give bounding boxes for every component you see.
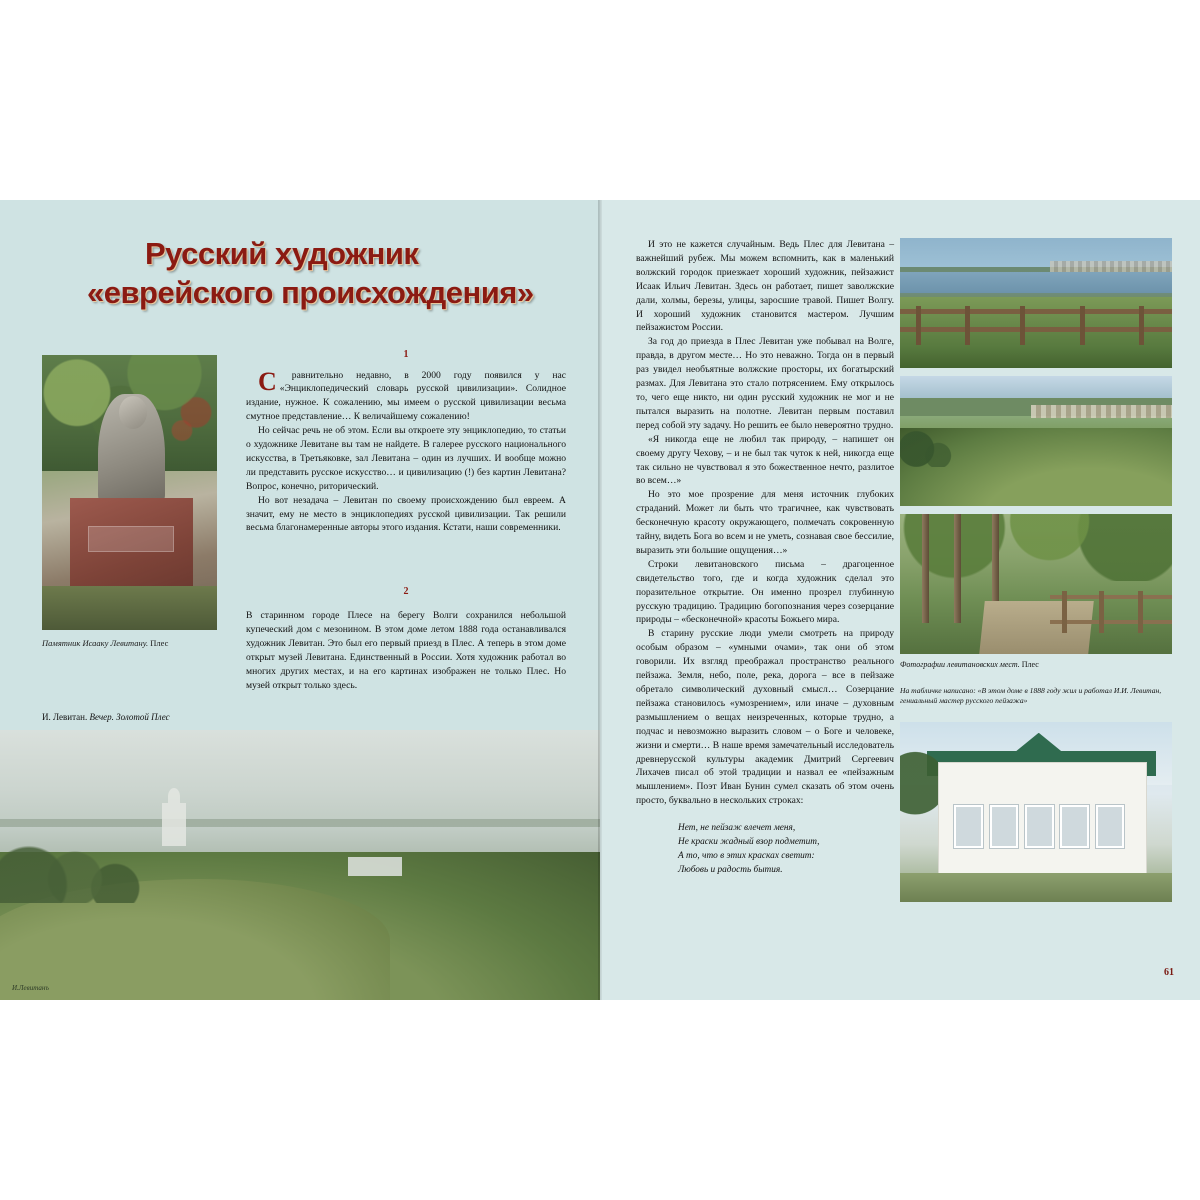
spread-gutter [598, 200, 602, 1000]
caption-photos-place: Плес [1021, 660, 1039, 669]
painting-church [162, 803, 186, 846]
poem-line-1: Нет, не пейзаж влечет меня, [678, 823, 796, 834]
photo2-trees [900, 422, 1009, 468]
right-page [600, 200, 1200, 1000]
painting-trees [0, 843, 288, 902]
photo1-rail-bottom [900, 327, 1172, 332]
paragraph-1-text: равнительно недавно, в 2000 году появился у нас «Энциклопедический словарь русской цивилизации». Солидное издание, нужное. К сожалению, мы имеем о русской цивилизации весьма смутное представление… К величайшему сожалению! [246, 369, 566, 423]
photo4-tree [900, 740, 938, 848]
caption-plaque: На табличке написано: «В этом доме в 1888 году жил и работал И.И. Левитан, гениальный мастер русского пейзажа» [900, 686, 1162, 706]
r-paragraph-1: И это не кажется случайным. Ведь Плес для Левитана – важнейший рубеж. Мы можем вспомнить, как в маленький волжский городок приезжает хороший художник, пейзажист Исаак Ильич Левитан. Здесь он работает, пишет заволжские дали, холмы, березы, улицы, заросшие травой. Пишет Волгу. И хороший художник становится мастером. Лучшим пейзажистом России. [636, 239, 894, 334]
painting-signature: И.Левитанъ [12, 983, 49, 992]
photo1-fence [900, 306, 1172, 345]
photo-levitan-museum-house [900, 722, 1172, 902]
photo4-window [1025, 805, 1053, 849]
fence-post [1139, 306, 1144, 345]
tree-trunk [922, 514, 929, 623]
section-number-1: 1 [403, 349, 409, 360]
painting-golden-ples [0, 730, 600, 1000]
fence-post [965, 306, 970, 345]
r-paragraph-5: Строки левитановского письма – драгоценное свидетельство того, где и когда художник сделал это поразительное открытие. Он именно прозрел глубинную русскую традицию. Традицию богопознания через созерцание природы – «бесконечной» красоты Божьего мира. [636, 558, 894, 626]
r-paragraph-2: За год до приезда в Плес Левитан уже побывал на Волге, правда, в другом месте… Но это неважно. Тогда он в первый раз увидел необъятные волжские просторы, их богатырский размах. Для Левитана это стало потрясением. Ему открылось то, чего еще никто, ни один русский художник не мог и не пытался выразить на полотне. Левитан первым поставил перед собой эту задачу. Но решить ее было невероятно трудно. [636, 336, 894, 431]
title-line-1: Русский художник [145, 236, 419, 271]
caption-photos [900, 660, 1172, 669]
photo-birch-path [900, 514, 1172, 654]
fence-post [1062, 591, 1067, 633]
r-paragraph-6: В старину русские люди умели смотреть на природу особым образом – «умными очами», так они об этом говорили. Их взгляд преображал пространство реального пейзажа. Земля, небо, поле, река, дорога – все в пейзаже обретало символический духовный смысл… Созерцание пейзажа становилось «умозрением», или иначе – духовным размышлением о вещах неизреченных, которые трудно, а подчас и невозможно выразить словом – о Боге и человеке, жизни и смерти… В наше время замечательный исследователь древнерусской культуры академик Дмитрий Сергеевич Лихачев писал об этой традиции и назвал ее «пейзажным мышлением». Поэт Иван Бунин сумел сказать об этом очень просто, буквально в нескольких строках: [636, 628, 894, 807]
left-page [0, 200, 600, 1000]
photo1-water [900, 272, 1172, 293]
fence-post [1138, 591, 1143, 633]
caption-monument-title: Памятник Исааку Левитану. [42, 638, 149, 648]
caption-monument-place: Плес [150, 638, 169, 648]
photo1-rail-top [900, 309, 1172, 314]
photo4-window [1096, 805, 1124, 849]
paragraph-3: Но вот незадача – Левитан по своему происхождению был евреем. А значит, ему не место в энциклопедиях русской цивилизации. Так решили весьма благонамеренные авторы этого издания. Кстати, наши современники. [246, 494, 566, 534]
photo-grass [42, 586, 217, 630]
photo2-houses [1031, 405, 1172, 418]
paragraph-2: Но сейчас речь не об этом. Если вы откроете эту энциклопедию, то статьи о художнике Левитане вы там не найдете. В галерее русского национального искусства, в Третьяковке, зал Левитана – один из лучших. И вообще можно ли представить русское искусство… и цивилизацию (!) без картин Левитана? Вопрос, конечно, риторический. [246, 425, 566, 492]
monument-photo [42, 355, 217, 630]
photo4-window [954, 805, 982, 849]
poem-line-4: Любовь и радость бытия. [678, 864, 783, 875]
fence-post [1020, 306, 1025, 345]
poem-line-3: А то, что в этих красках светит: [678, 851, 815, 862]
caption-painting-title: Вечер. Золотой Плес [89, 712, 170, 722]
title-line-2: «еврейского происхождения» [87, 274, 534, 310]
poem-block [636, 822, 894, 878]
article-title [55, 235, 565, 313]
page-number: 61 [1164, 967, 1174, 978]
caption-monument [42, 638, 227, 648]
photo4-window [990, 805, 1018, 849]
r-paragraph-4: Но это мое прозрение для меня источник глубоких страданий. Может ли быть что трагичнее, как чувствовать бесконечную красоту окружающего, полмечать сокровенную тайну, видеть Бога во всем и не уметь, сознавая свое бессилие, выразить эти большие ощущения…» [636, 489, 894, 556]
poem-line-2: Не краски жадный взор подметит, [678, 837, 820, 848]
photo1-town [1050, 261, 1172, 271]
fence-post [1099, 591, 1104, 633]
spread-container [0, 200, 1200, 1000]
magazine-spread [0, 200, 1200, 1000]
photo3-canopy [900, 514, 1172, 581]
photo-hillside-village [900, 376, 1172, 506]
photo4-ground [900, 873, 1172, 902]
caption-painting [42, 712, 342, 722]
section-number-2: 2 [403, 586, 409, 597]
paragraph-1 [246, 366, 566, 425]
left-body-column-2 [246, 585, 566, 702]
caption-photos-title: Фотографии левитановских мест. [900, 660, 1020, 669]
r-paragraph-3: «Я никогда еще не любил так природу, – напишет он своему другу Чехову, – и не был так чуток к ней, никогда еще так сильно не чувствовал я это божественное нечто, разлитое во всем…» [636, 433, 894, 487]
paragraph-4: В старинном городе Плесе на берегу Волги сохранился небольшой купеческий дом с мезонином. В этом доме летом 1888 года останавливался художник Левитан. Это был его первый приезд в Плес. А теперь в этом доме открыт музей Левитана. Единственный в России. Хотя художник работал во многих других местах, и на его картинах изображен не только Плес. Но музей открыт только здесь. [246, 610, 566, 691]
photo4-window [1060, 805, 1088, 849]
tree-trunk [954, 514, 961, 623]
pedestal-inscription [88, 526, 174, 553]
drop-cap: С [258, 366, 277, 396]
photo-volga-view [900, 238, 1172, 368]
right-body-column [636, 238, 894, 878]
photo3-fence [1050, 591, 1172, 633]
painting-building [348, 857, 402, 876]
left-body-column [246, 348, 566, 535]
fence-post [916, 306, 921, 345]
fence-post [1080, 306, 1085, 345]
caption-painting-author: И. Левитан. [42, 712, 88, 722]
